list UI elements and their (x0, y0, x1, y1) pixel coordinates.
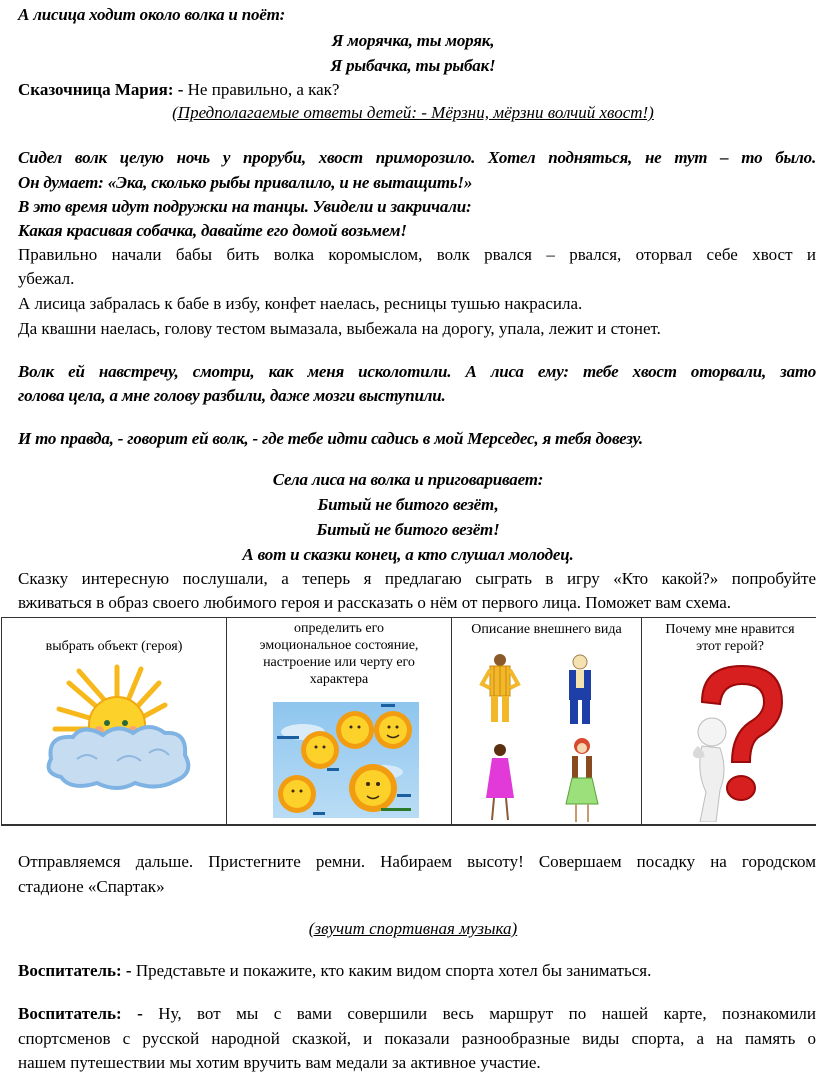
travel-line-1: Отправляемся дальше. Пристегните ремни. Набираем высоту! Совершаем посадку на городском (18, 852, 816, 871)
ending-line-4: А вот и сказки конец, а кто слушал молодец. (242, 545, 574, 564)
cell-title: выбрать объект (героя) (45, 639, 183, 654)
speaker-label: Воспитатель: - (18, 1004, 143, 1023)
speaker-label: Воспитатель: - (18, 961, 132, 980)
cell-title-line: эмоциональное состояние, (259, 638, 419, 653)
song-line-1: Я морячка, ты моряк, (331, 31, 495, 50)
teacher-line-2 (18, 1003, 816, 1025)
cell-title (227, 620, 451, 688)
ending-line-1: Села лиса на волка и приговаривает: (272, 470, 544, 489)
teacher-text: Представьте и покажите, кто каким видом спорта хотел бы заниматься. (131, 961, 652, 980)
table-cell-emotional-state (227, 618, 452, 824)
para1-line-1: Сидел волк целую ночь у проруби, хвост приморозило. Хотел подняться, не тут – то было. (18, 148, 816, 167)
para2-line-2: убежал. (18, 269, 75, 288)
cell-title-line: Почему мне нравится (665, 622, 795, 637)
cell-title-line: настроение или черту его (263, 655, 415, 670)
teacher-line-3: спортсменов с русской народной сказкой, и показали разнообразные виды спорта, а на память о (18, 1029, 816, 1048)
music-note: (звучит спортивная музыка) (308, 919, 518, 938)
ending-line-3: Битый не битого везёт! (316, 520, 500, 539)
expected-answers: (Предполагаемые ответы детей: - Мёрзни, мёрзни волчий хвост!) (172, 103, 654, 122)
teacher-text: Ну, вот мы с вами совершили весь маршрут по нашей карте, познакомили (142, 1004, 816, 1023)
narrator-line (18, 79, 816, 101)
emotion-suns-icon (273, 702, 419, 818)
four-people-icon (472, 648, 622, 823)
para2-line-3: А лисица забралась к бабе в избу, конфет наелась, ресницы тушью накрасила. (18, 294, 583, 313)
game-intro-line-2: вживаться в образ своего любимого героя и рассказать о нём от первого лица. Поможет вам схема. (18, 593, 732, 612)
scheme-table (1, 617, 816, 826)
song-line-2: Я рыбачка, ты рыбак! (330, 56, 496, 75)
table-cell-choose-hero (2, 618, 227, 824)
game-intro-line-1: Сказку интересную послушали, а теперь я предлагаю сыграть в игру «Кто какой?» попробуйте (18, 569, 816, 588)
para3-line-1: Волк ей навстречу, смотри, как меня исколотили. А лиса ему: тебе хвост оторвали, зато (18, 362, 816, 381)
cell-title-line: этот герой? (696, 639, 764, 654)
cell-title: Описание внешнего вида (471, 622, 622, 637)
para2-line-1: Правильно начали бабы бить волка коромыслом, волк рвался – рвался, оторвал себе хвост и (18, 245, 816, 264)
para1-line-2: Он думает: «Эка, сколько рыбы привалило, и не вытащить!» (18, 173, 473, 192)
para3-line-2: голова цела, а мне голову разбили, даже мозги выступили. (18, 386, 446, 405)
cell-title (642, 621, 816, 655)
para1-line-4: Какая красивая собачка, давайте его домой возьмем! (18, 221, 407, 240)
table-cell-why-like (642, 618, 816, 824)
cell-title-line: характера (309, 672, 369, 687)
ending-line-2: Битый не битого везёт, (317, 495, 499, 514)
narrator-text: Не правильно, а как? (183, 80, 340, 99)
sun-behind-cloud-icon (37, 663, 197, 793)
thinking-figure-question-mark-icon (680, 662, 790, 822)
para2-line-4: Да квашни наелась, голову тестом вымазала, выбежала на дорогу, упала, лежит и стонет. (18, 319, 661, 338)
para4: И то правда, - говорит ей волк, - где тебе идти садись в мой Мерседес, я тебя довезу. (18, 429, 643, 448)
speaker-label: Сказочница Мария: - (18, 80, 184, 99)
cell-title-line: определить его (294, 621, 384, 636)
travel-line-2: стадионе «Спартак» (18, 877, 165, 896)
para1-line-3: В это время идут подружки на танцы. Увидели и закричали: (18, 197, 472, 216)
table-cell-appearance (452, 618, 642, 824)
teacher-line-4: нашем путешествии мы хотим вручить вам медали за активное участие. (18, 1053, 541, 1072)
teacher-line-1 (18, 960, 816, 982)
intro-line: А лисица ходит около волка и поёт: (18, 5, 286, 24)
